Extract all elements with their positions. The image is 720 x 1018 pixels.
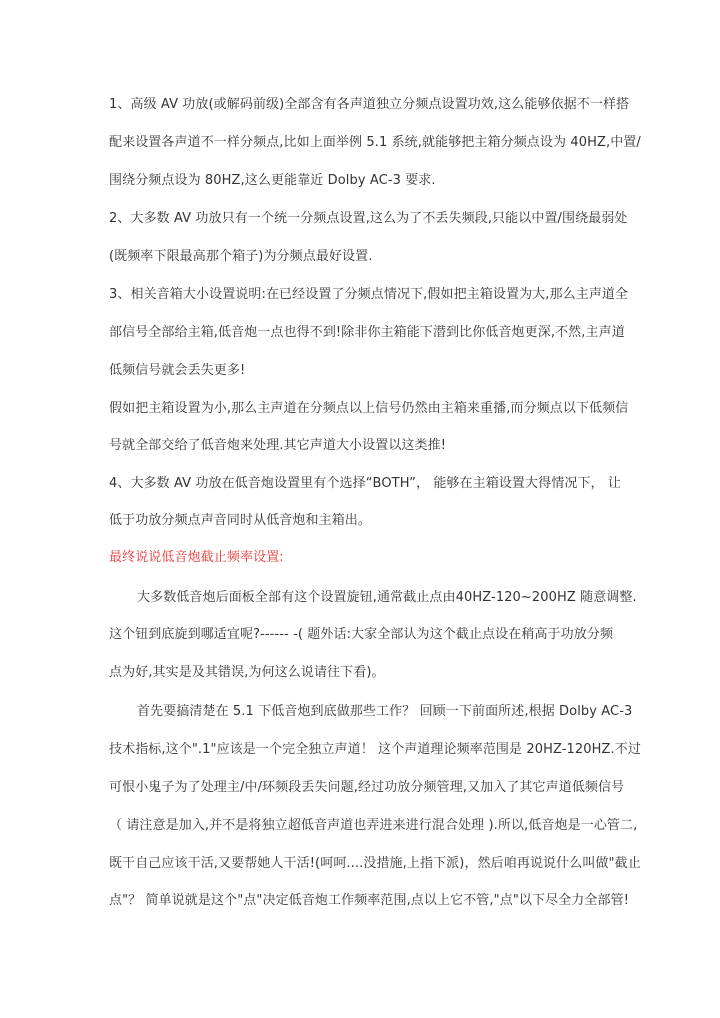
paragraph-7-line-6: 点"？ 简单说就是这个"点"决定低音炮工作频率范围,点以上它不管,"点"以下尽全力全部管! [109,893,630,908]
paragraph-7-line-4: （ 请注意是加入,并不是将独立超低音声道也弄进来进行混合处理 ).所以,低音炮是一心管二, [109,818,638,833]
paragraph-1-line-3: 围绕分频点设为 80HZ,这么更能靠近 Dolby AC-3 要求. [109,173,436,188]
paragraph-7-line-3: 可恨小鬼子为了处理主/中/环频段丢失问题,经过功放分频管理,又加入了其它声道低频信号 [109,780,625,795]
paragraph-1-line-2: 配来设置各声道不一样分频点,比如上面举例 5.1 系统,就能够把主箱分频点设为 40HZ,中置/ [109,135,641,150]
paragraph-7-line-2: 技术指标,这个".1"应该是一个完全独立声道！ 这个声道理论频率范围是 20HZ-120HZ.不过 [109,742,641,757]
paragraph-1-line-1: 1、高级 AV 功放(或解码前级)全部含有各声道独立分频点设置功效,这么能够依据不一样搭 [109,97,630,112]
paragraph-7-line-5: 既干自己应该干活,又要帮她人干活!(呵呵....没措施,上指下派)，然后咱再说说什么叫做"截止 [109,856,641,871]
paragraph-6-line-2: 这个钮到底旋到哪适宜呢?------ -( 题外话:大家全部认为这个截止点设在稍高于功放分频 [109,627,614,642]
paragraph-4-line-1: 假如把主箱设置为小,那么主声道在分频点以上信号仍然由主箱来重播,而分频点以下低频信 [109,401,629,416]
paragraph-3-line-2: 部信号全部给主箱,低音炮一点也得不到!除非你主箱能下潜到比你低音炮更深,不然,主声道 [109,325,625,340]
paragraph-5-line-2: 低于功放分频点声音同时从低音炮和主箱出。 [109,513,372,528]
paragraph-6-line-1: 大多数低音炮后面板全部有这个设置旋钮,通常截止点由40HZ-120~200HZ 随意调整. [137,590,637,605]
paragraph-7-line-1: 首先要搞清楚在 5.1 下低音炮到底做那些工作？ 回顾一下前面所述,根据 Dolby AC-3 [137,704,633,719]
paragraph-3-line-1: 3、相关音箱大小设置说明:在已经设置了分频点情况下,假如把主箱设置为大,那么主声道全 [109,287,629,302]
paragraph-2-line-2: (既频率下限最高那个箱子)为分频点最好设置. [109,249,373,264]
section-heading: 最终说说低音炮截止频率设置: [109,550,284,565]
paragraph-3-line-3: 低频信号就会丢失更多! [109,363,246,378]
paragraph-2-line-1: 2、大多数 AV 功放只有一个统一分频点设置,这么为了不丢失频段,只能以中置/围绕最弱处 [109,211,628,226]
paragraph-5-line-1: 4、大多数 AV 功放在低音炮设置里有个选择“BOTH”， 能够在主箱设置大得情况下， 让 [109,476,621,491]
paragraph-6-line-3: 点为好,其实是及其错误,为何这么说请往下看)。 [109,665,385,680]
paragraph-4-line-2: 号就全部交给了低音炮来处理.其它声道大小设置以这类推! [109,438,447,453]
